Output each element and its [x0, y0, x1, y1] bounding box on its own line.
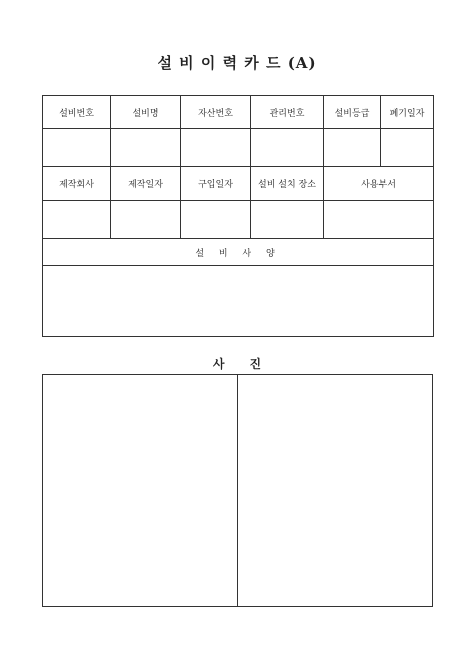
- disposal-date-cell[interactable]: [381, 129, 434, 167]
- spec-header-row: [43, 239, 434, 266]
- equipment-number-cell[interactable]: [43, 129, 111, 167]
- header-asset-number: 자산번호: [181, 96, 251, 129]
- manufacture-date-cell[interactable]: [111, 201, 181, 239]
- manufacturer-cell[interactable]: [43, 201, 111, 239]
- header-equipment-name: 설비명: [111, 96, 181, 129]
- header-user-department: 사용부서: [324, 167, 434, 201]
- header-disposal-date: 폐기일자: [381, 96, 434, 129]
- header-row-1: [43, 96, 434, 129]
- header-equipment-grade: 설비등급: [324, 96, 381, 129]
- user-department-cell[interactable]: [324, 201, 434, 239]
- spec-header: 설 비 사 양: [43, 239, 434, 266]
- header-equipment-number: 설비번호: [43, 96, 111, 129]
- header-management-number: 관리번호: [251, 96, 324, 129]
- asset-number-cell[interactable]: [181, 129, 251, 167]
- spec-body-row: [43, 266, 434, 337]
- equipment-history-table: [42, 95, 434, 337]
- header-manufacture-date: 제작일자: [111, 167, 181, 201]
- spec-body-cell[interactable]: [43, 266, 434, 337]
- photo-frame: [42, 374, 433, 607]
- purchase-date-cell[interactable]: [181, 201, 251, 239]
- header-installation-location: 설비 설치 장소: [251, 167, 324, 201]
- management-number-cell[interactable]: [251, 129, 324, 167]
- header-row-2: [43, 167, 434, 201]
- header-manufacturer: 제작회사: [43, 167, 111, 201]
- value-row-1: [43, 129, 434, 167]
- photo-section-title: 사 진: [212, 357, 262, 371]
- value-row-2: [43, 201, 434, 239]
- equipment-grade-cell[interactable]: [324, 129, 381, 167]
- equipment-name-cell[interactable]: [111, 129, 181, 167]
- header-purchase-date: 구입일자: [181, 167, 251, 201]
- photo-divider: [237, 375, 238, 606]
- document-title: 설 비 이 력 카 드 (A): [157, 54, 317, 72]
- installation-location-cell[interactable]: [251, 201, 324, 239]
